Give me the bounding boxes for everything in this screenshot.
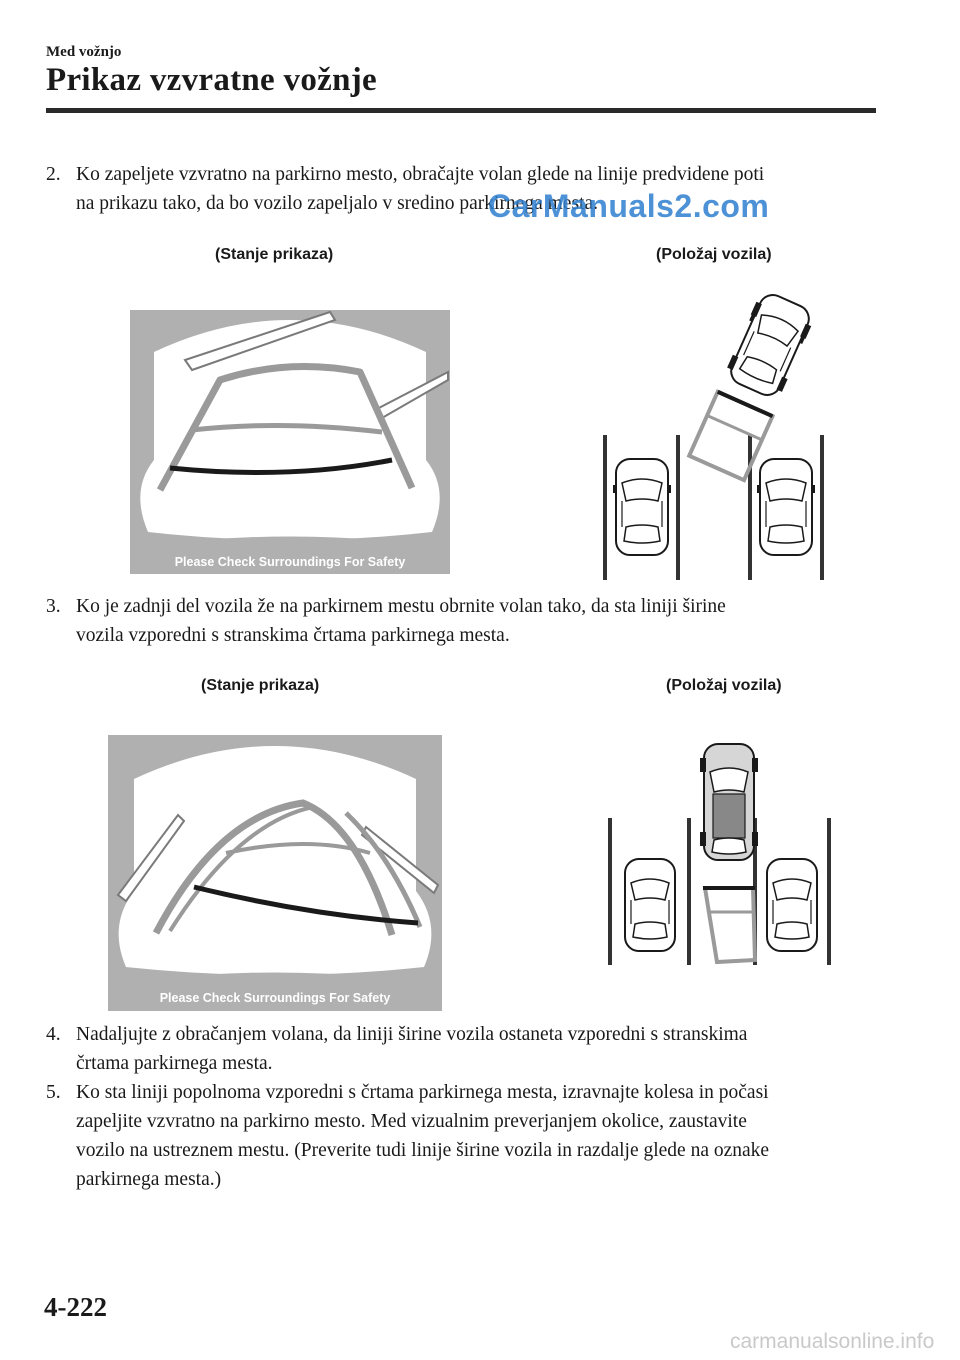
display-caption: (Stanje prikaza) (201, 677, 320, 694)
step-line: na prikazu tako, da bo vozilo zapeljalo v sredino parkirnega mesta. (76, 193, 598, 214)
step-number: 3. (46, 596, 61, 617)
vehicle-caption: (Položaj vozila) (656, 246, 772, 263)
step-line: parkirnega mesta.) (76, 1169, 222, 1190)
step-line: Ko zapeljete vzvratno na parkirno mesto, obračajte volan glede na linije predvidene poti (76, 164, 765, 185)
section-label: Med vožnjo (46, 44, 122, 60)
step-line: Nadaljujte z obračanjem volana, da liniji širine vozila ostaneta vzporedni s stranskima (76, 1024, 748, 1045)
camera-warning-text: Please Check Surroundings For Safety (174, 555, 406, 569)
watermark-logo: CarManuals2.com (488, 188, 770, 224)
step-number: 5. (46, 1082, 61, 1103)
camera-warning-text: Please Check Surroundings For Safety (159, 991, 391, 1005)
step-number: 4. (46, 1024, 61, 1045)
step-line: črtama parkirnega mesta. (76, 1053, 273, 1074)
page-title: Prikaz vzvratne vožnje (46, 62, 377, 98)
camera-display-2 (108, 735, 442, 1011)
vehicle-caption: (Položaj vozila) (666, 677, 782, 694)
vehicle-position-1 (600, 285, 830, 585)
display-caption: (Stanje prikaza) (215, 246, 334, 263)
step-5 (46, 1078, 876, 1194)
step-number: 2. (46, 164, 61, 185)
step-line: Ko je zadnji del vozila že na parkirnem mestu obrnite volan tako, da sta liniji širine (76, 596, 726, 617)
step-3 (46, 592, 876, 650)
step-line: vozila vzporedni s stranskima črtama parkirnega mesta. (76, 625, 510, 646)
step-line: zapeljite vzvratno na parkirno mesto. Med vizualnim preverjanjem okolice, zaustavite (76, 1111, 747, 1132)
footer-watermark: carmanualsonline.info (730, 1330, 935, 1353)
step-4 (46, 1020, 876, 1078)
step-line: vozilo na ustreznem mestu. (Preverite tudi linije širine vozila in razdalje glede na oznake (76, 1140, 770, 1161)
title-rule (46, 108, 876, 113)
page-number: 4-222 (44, 1292, 107, 1322)
vehicle-position-2 (605, 740, 835, 970)
camera-display-1 (130, 310, 450, 574)
step-line: Ko sta liniji popolnoma vzporedni s črtama parkirnega mesta, izravnajte kolesa in počasi (76, 1082, 769, 1103)
